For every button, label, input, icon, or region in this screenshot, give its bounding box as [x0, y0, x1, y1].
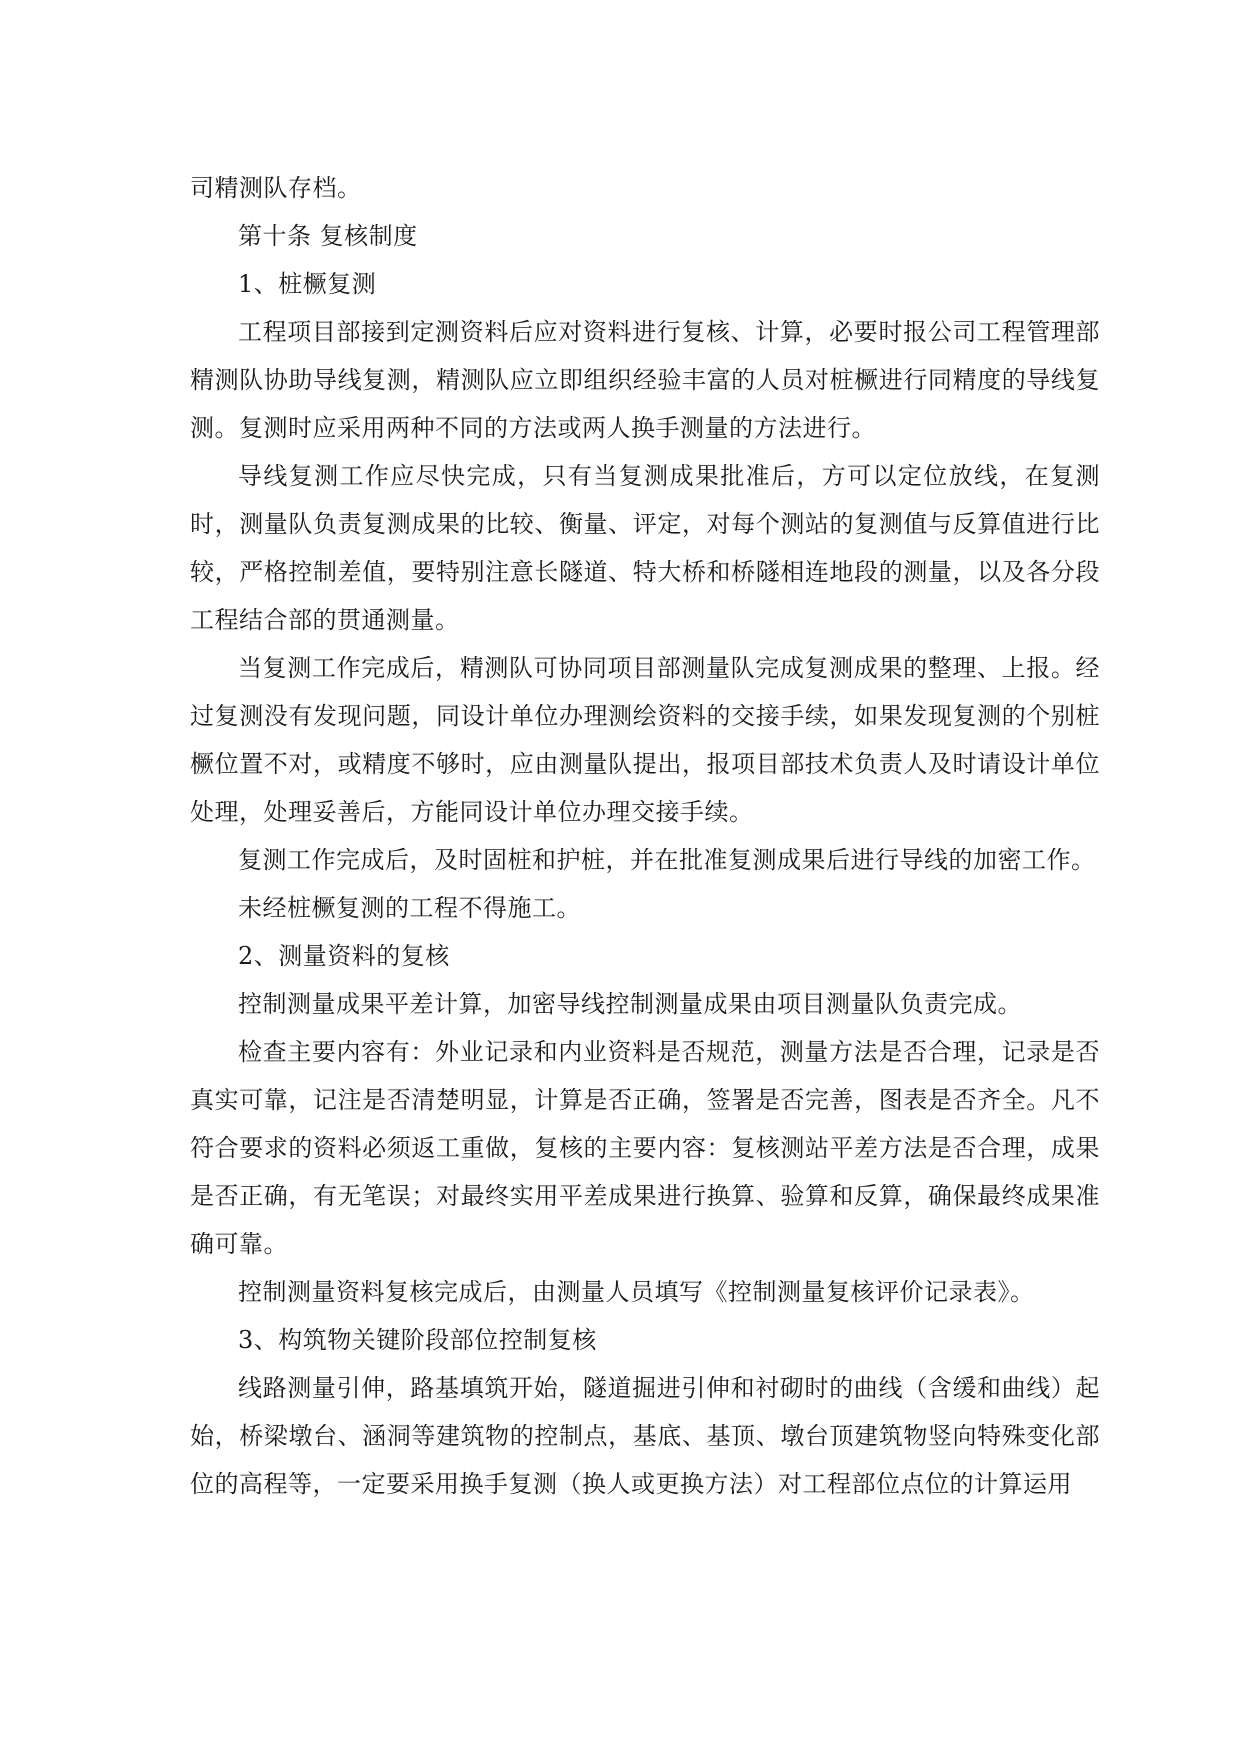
paragraph-fix-stakes: 复测工作完成后，及时固桩和护桩，并在批准复测成果后进行导线的加密工作。	[238, 846, 1096, 874]
paragraph-archive-continuation: 司精测队存档。	[190, 174, 362, 202]
paragraph-no-construction: 未经桩橛复测的工程不得施工。	[238, 894, 581, 922]
section-heading-2: 2、测量资料的复核	[238, 942, 450, 970]
paragraph-key-stage-check: 线路测量引伸，路基填筑开始，隧道掘进引伸和衬砌时的曲线（含缓和曲线）起始，桥梁墩台、涵洞等建筑物的控制点，基底、基顶、墩台顶建筑物竖向特殊变化部位的高程等，一定要采用换手复测（换人或更换方法）对工程部位点位的计算运用	[190, 1374, 1100, 1498]
paragraph-adjustment-calc: 控制测量成果平差计算，加密导线控制测量成果由项目测量队负责完成。	[238, 990, 1022, 1018]
paragraph-traverse-resurvey: 导线复测工作应尽快完成，只有当复测成果批准后，方可以定位放线，在复测时，测量队负责复测成果的比较、衡量、评定，对每个测站的复测值与反算值进行比较，严格控制差值，要特别注意长隧道、特大桥和桥隧相连地段的测量，以及各分段工程结合部的贯通测量。	[190, 462, 1100, 634]
section-heading-3: 3、构筑物关键阶段部位控制复核	[238, 1326, 597, 1354]
paragraph-stake-resurvey: 工程项目部接到定测资料后应对资料进行复核、计算，必要时报公司工程管理部精测队协助导线复测，精测队应立即组织经验丰富的人员对桩橛进行同精度的导线复测。复测时应采用两种不同的方法或两人换手测量的方法进行。	[190, 318, 1100, 442]
article-heading: 第十条 复核制度	[238, 222, 418, 250]
paragraph-check-contents: 检查主要内容有：外业记录和内业资料是否规范，测量方法是否合理，记录是否真实可靠，记注是否清楚明显，计算是否正确，签署是否完善，图表是否齐全。凡不符合要求的资料必须返工重做，复核的主要内容：复核测站平差方法是否合理，成果是否正确，有无笔误；对最终实用平差成果进行换算、验算和反算，确保最终成果准确可靠。	[190, 1038, 1100, 1258]
paragraph-record-form: 控制测量资料复核完成后，由测量人员填写《控制测量复核评价记录表》。	[238, 1278, 1035, 1306]
section-heading-1: 1、桩橛复测	[238, 270, 377, 298]
document-page	[190, 164, 1100, 1508]
paragraph-resurvey-results: 当复测工作完成后，精测队可协同项目部测量队完成复测成果的整理、上报。经过复测没有发现问题，同设计单位办理测绘资料的交接手续，如果发现复测的个别桩橛位置不对，或精度不够时，应由测量队提出，报项目部技术负责人及时请设计单位处理，处理妥善后，方能同设计单位办理交接手续。	[190, 654, 1100, 826]
